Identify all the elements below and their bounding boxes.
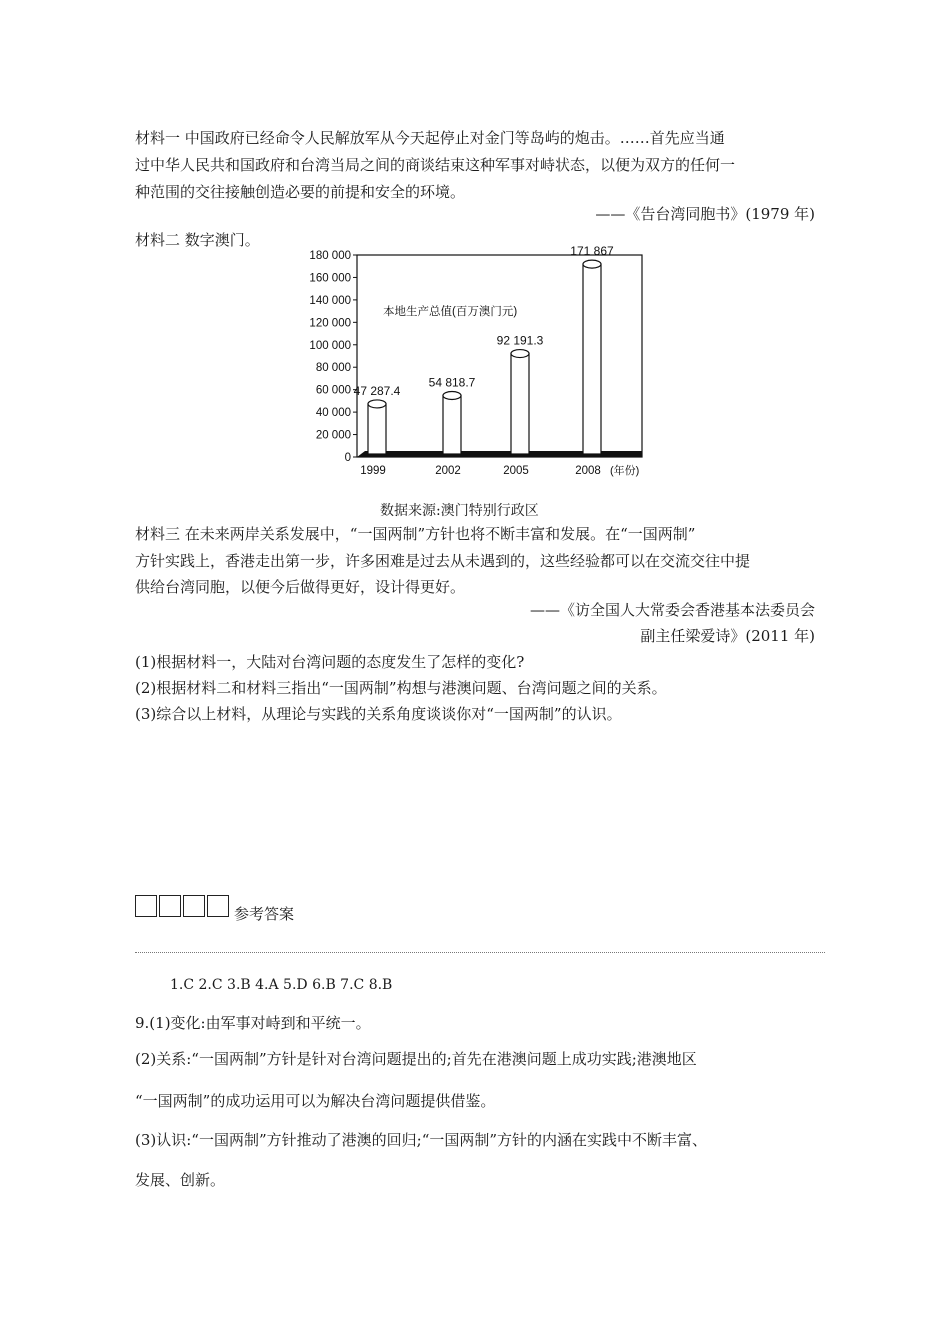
material3-line2: 方针实践上，香港走出第一步，许多困难是过去从未遇到的，这些经验都可以在交流交往中提 bbox=[135, 552, 751, 570]
material1-line2: 过中华人民共和国政府和台湾当局之间的商谈结束这种军事对峙状态，以便为双方的任何一 bbox=[135, 156, 736, 174]
y-tick-label: 100 000 bbox=[309, 339, 351, 352]
material3-line3: 供给台湾同胞，以便今后做得更好，设计得更好。 bbox=[135, 578, 466, 596]
bar-top bbox=[511, 350, 529, 358]
bar-body bbox=[368, 404, 386, 454]
bar-top bbox=[368, 400, 386, 408]
material1-source: ——《告台湾同胞书》(1979 年) bbox=[595, 205, 815, 223]
header-box bbox=[207, 895, 229, 917]
question-2: (2)根据材料二和材料三指出“一国两制”构想与港澳问题、台湾问题之间的关系。 bbox=[135, 679, 667, 697]
answer-9-2-line2: “一国两制”的成功运用可以为解决台湾问题提供借鉴。 bbox=[135, 1092, 496, 1110]
y-tick-label: 120 000 bbox=[309, 317, 351, 330]
material2-label: 材料二 数字澳门。 bbox=[135, 231, 260, 249]
dotted-divider bbox=[135, 952, 825, 953]
gdp-bar-chart bbox=[300, 245, 660, 485]
x-axis-label: (年份) bbox=[610, 465, 640, 477]
bar bbox=[368, 400, 386, 454]
bar-top bbox=[443, 391, 461, 399]
bar bbox=[583, 260, 601, 454]
y-tick-label: 60 000 bbox=[315, 384, 351, 397]
x-tick-label: 2008 bbox=[575, 465, 601, 477]
answer-9-1: 9.(1)变化:由军事对峙到和平统一。 bbox=[135, 1014, 371, 1032]
answer-9-2-line1: (2)关系:“一国两制”方针是针对台湾问题提出的;首先在港澳问题上成功实践;港澳地区 bbox=[135, 1050, 697, 1068]
answer-header-boxes bbox=[135, 895, 229, 917]
y-tick-label: 20 000 bbox=[315, 429, 351, 442]
bar-body bbox=[443, 395, 461, 454]
question-1: (1)根据材料一，大陆对台湾问题的态度发生了怎样的变化? bbox=[135, 653, 525, 671]
y-tick-label: 180 000 bbox=[309, 250, 351, 262]
x-tick-label: 2002 bbox=[435, 465, 461, 477]
bar bbox=[443, 391, 461, 454]
y-tick-label: 40 000 bbox=[315, 407, 351, 420]
x-tick-label: 1999 bbox=[360, 465, 386, 477]
choice-answers: 1.C 2.C 3.B 4.A 5.D 6.B 7.C 8.B bbox=[170, 977, 393, 993]
header-box bbox=[183, 895, 205, 917]
answer-9-3-line1: (3)认识:“一国两制”方针推动了港澳的回归;“一国两制”方针的内涵在实践中不断丰富、 bbox=[135, 1131, 708, 1149]
x-tick-label: 2005 bbox=[503, 465, 529, 477]
y-tick-label: 80 000 bbox=[315, 362, 351, 375]
bar bbox=[511, 350, 529, 454]
bar-value-label: 47 287.4 bbox=[353, 383, 401, 398]
answers-heading: 参考答案 bbox=[234, 905, 295, 923]
bar-body bbox=[511, 354, 529, 454]
y-tick-label: 160 000 bbox=[309, 272, 351, 285]
bar-value-label: 54 818.7 bbox=[428, 375, 476, 390]
material1-line1: 材料一 中国政府已经命令人民解放军从今天起停止对金门等岛屿的炮击。……首先应当通 bbox=[135, 129, 725, 147]
chart-caption: 数据来源:澳门特别行政区 bbox=[380, 503, 539, 519]
material3-source2: 副主任梁爱诗》(2011 年) bbox=[640, 627, 815, 645]
header-box bbox=[159, 895, 181, 917]
chart-title: 本地生产总值(百万澳门元) bbox=[383, 306, 518, 318]
material3-source1: ——《访全国人大常委会香港基本法委员会 bbox=[529, 601, 815, 619]
bars bbox=[354, 245, 614, 454]
y-tick-label: 140 000 bbox=[309, 294, 351, 307]
question-3: (3)综合以上材料，从理论与实践的关系角度谈谈你对“一国两制”的认识。 bbox=[135, 705, 622, 723]
x-axis bbox=[360, 465, 601, 477]
header-box bbox=[135, 895, 157, 917]
material1-line3: 种范围的交往接触创造必要的前提和安全的环境。 bbox=[135, 183, 466, 201]
bar-top bbox=[583, 260, 601, 268]
y-tick-label: 0 bbox=[344, 452, 351, 464]
bar-value-label: 171 867 bbox=[570, 245, 614, 259]
material3-line1: 材料三 在未来两岸关系发展中，“一国两制”方针也将不断丰富和发展。在“一国两制” bbox=[135, 525, 696, 543]
answer-9-3-line2: 发展、创新。 bbox=[135, 1171, 226, 1189]
bar-value-label: 92 191.3 bbox=[496, 333, 544, 348]
y-axis bbox=[309, 250, 357, 464]
bar-body bbox=[583, 264, 601, 454]
